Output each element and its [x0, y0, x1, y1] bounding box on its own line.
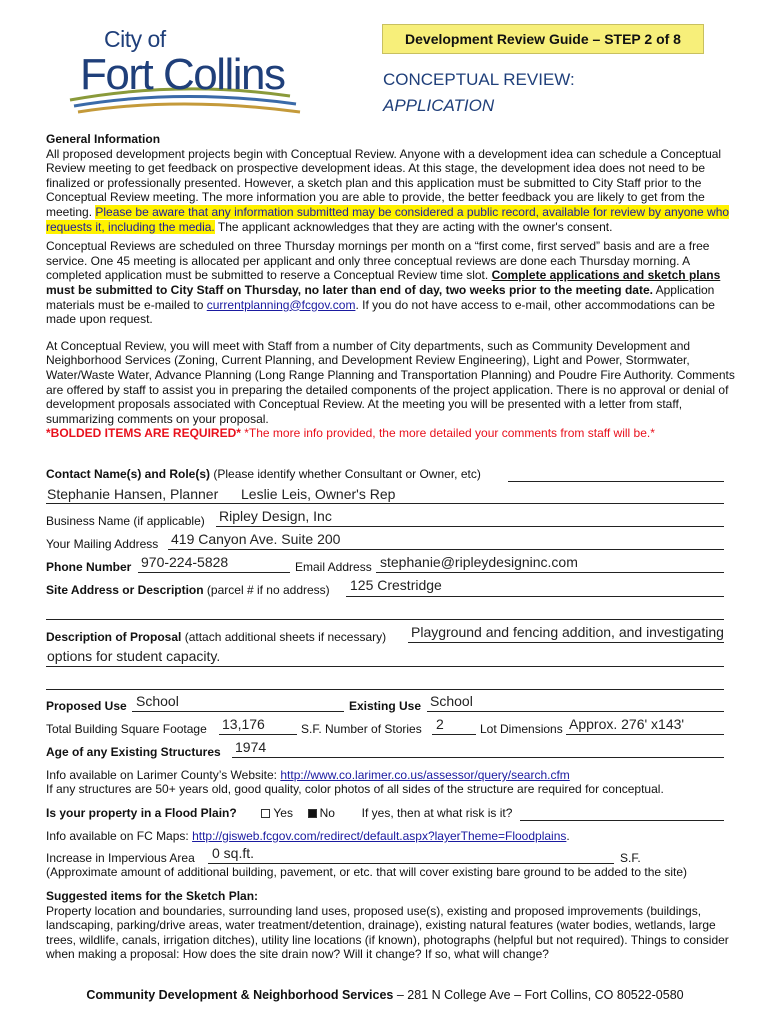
site-row: [46, 583, 330, 597]
city-logo: [60, 22, 320, 118]
site-hint: (parcel # if no address): [203, 583, 330, 597]
sketch-plan-section: [46, 889, 738, 962]
sqft-field[interactable]: 13,176: [222, 716, 265, 732]
sketch-heading: Suggested items for the Sketch Plan:: [46, 889, 259, 903]
logo-fort-collins: Fort Collins: [80, 50, 285, 99]
footer-department: Community Development & Neighborhood Services: [86, 988, 394, 1002]
age-field[interactable]: 1974: [235, 739, 267, 755]
contact-row: [46, 467, 481, 481]
contact-line-2[interactable]: [46, 503, 724, 504]
business-name-field[interactable]: Ripley Design, Inc: [219, 508, 332, 524]
fcmaps-link[interactable]: http://gisweb.fcgov.com/redirect/default.aspx?layerTheme=Floodplains: [192, 829, 567, 843]
phone-field[interactable]: 970-224-5828: [141, 554, 229, 570]
email-field[interactable]: stephanie@ripleydesigninc.com: [380, 554, 578, 570]
impervious-label: Increase in Impervious Area: [46, 851, 195, 865]
public-record-notice: Please be aware that any information submitted may be considered a public record, available for review by anyone who requests it, including the media.: [46, 204, 730, 234]
phone-label: Phone Number: [46, 560, 132, 574]
lot-dimensions-field[interactable]: Approx. 276' x143': [569, 716, 685, 732]
planning-email-link[interactable]: currentplanning@fcgov.com: [206, 297, 356, 312]
subtitle-line1: CONCEPTUAL REVIEW:: [383, 70, 575, 89]
mailing-line[interactable]: [168, 549, 724, 550]
consent-text: The applicant acknowledges that they are acting with the owner's consent.: [214, 219, 613, 234]
required-note: [46, 426, 738, 441]
required-label: *BOLDED ITEMS ARE REQUIRED*: [46, 426, 241, 441]
contact-value-1[interactable]: Stephanie Hansen, Planner: [47, 486, 219, 502]
logo-city-of: City of: [104, 26, 166, 52]
step-banner: Development Review Guide – STEP 2 of 8: [382, 24, 704, 54]
photos-note: If any structures are 50+ years old, good quality, color photos of all sides of the structure are required for conceptual.: [46, 782, 664, 796]
page-footer: [0, 988, 770, 1002]
description-line-1[interactable]: [408, 642, 724, 643]
meeting-paragraph: At Conceptual Review, you will meet with Staff from a number of City departments, such as Community Development and Neighborhood Services (Zoning, Current Planning, and Development Review Engineering), Light and Power, Stormwater, Water/Waste Water, Advance Planning (Long Range Planning and Transportation Planning) and Poudre Fire Authority. Comments are offered by staff to assist you in preparing the detailed components of the project application. There is no approval or denial of development proposals associated with Conceptual Review. At the meeting you will be presented with a letter from staff, summarizing comments on your proposal.: [46, 338, 735, 426]
contact-value-2[interactable]: Leslie Leis, Owner's Rep: [241, 486, 396, 502]
description-hint: (attach additional sheets if necessary): [181, 630, 387, 644]
contact-hint: (Please identify whether Consultant or Owner, etc): [210, 467, 481, 481]
flood-yes-checkbox[interactable]: [261, 809, 270, 818]
email-instruction: Application materials must be e-mailed to: [46, 282, 715, 312]
flood-yes-label: Yes: [273, 806, 293, 820]
site-label: Site Address or Description: [46, 583, 204, 597]
scheduling-paragraph: [46, 239, 738, 327]
business-line[interactable]: [216, 526, 724, 527]
scheduling-text: Conceptual Reviews are scheduled on three Thursday mornings per month on a “first come, first served” basis and are a free service. One 45 meeting is allocated per applicant and only three conceptual reviews are done each Thursday morning. A completed application must be submitted to reserve a Conceptual Review time slot.: [46, 239, 710, 283]
email-line[interactable]: [376, 572, 724, 573]
proposed-use-line[interactable]: [132, 711, 344, 712]
description-line-3[interactable]: [46, 689, 724, 690]
intro-text: All proposed development projects begin with Conceptual Review. Anyone with a development idea can schedule a Conceptual Review meeting to get feedback on prospective development ideas. At this stage, the development idea does not need to be finalized or professionally presented. However, a sketch plan and this application must be submitted to City Staff prior to the Conceptual Review meeting. The more information you are able to provide, the better feedback you are likely to get from the meeting.: [46, 146, 722, 219]
existing-use-label: Existing Use: [349, 699, 422, 713]
impervious-field[interactable]: 0 sq.ft.: [212, 845, 255, 861]
description-field-1[interactable]: Playground and fencing addition, and investigating: [411, 624, 724, 640]
description-line-2[interactable]: [46, 666, 724, 667]
age-label: Age of any Existing Structures: [46, 745, 221, 759]
phone-line[interactable]: [138, 572, 290, 573]
impervious-note: (Approximate amount of additional building, pavement, or etc. that will cover existing bare ground to be added to the site): [46, 865, 688, 879]
flood-no-checkbox[interactable]: [308, 809, 317, 818]
fcmaps-end: .: [566, 829, 570, 843]
stories-label: S.F. Number of Stories: [301, 722, 422, 736]
fcmaps-row: [46, 829, 570, 843]
sqft-label: Total Building Square Footage: [46, 722, 207, 736]
description-field-2[interactable]: options for student capacity.: [47, 648, 221, 664]
mailing-address-field[interactable]: 419 Canyon Ave. Suite 200: [171, 531, 341, 547]
contact-line-1[interactable]: [508, 481, 724, 482]
intro-paragraph: [46, 147, 738, 235]
description-label: Description of Proposal: [46, 630, 182, 644]
flood-plain-label: Is your property in a Flood Plain?: [46, 806, 237, 820]
lot-dimensions-label: Lot Dimensions: [480, 722, 563, 736]
subtitle-line2: APPLICATION: [383, 96, 495, 115]
existing-use-field[interactable]: School: [430, 693, 473, 709]
larimer-text: Info available on Larimer County’s Website:: [46, 768, 281, 782]
page-subtitle: [383, 67, 575, 119]
flood-risk-line[interactable]: [520, 820, 724, 821]
larimer-link[interactable]: http://www.co.larimer.co.us/assessor/query/search.cfm: [280, 768, 570, 782]
existing-use-line[interactable]: [427, 711, 724, 712]
site-line-2[interactable]: [46, 619, 724, 620]
footer-address: – 281 N College Ave – Fort Collins, CO 80522-0580: [393, 988, 684, 1002]
lot-dimensions-line[interactable]: [566, 734, 724, 735]
fcmaps-text: Info available on FC Maps:: [46, 829, 193, 843]
more-info-note: *The more info provided, the more detailed your comments from staff will be.*: [240, 426, 655, 441]
site-address-field[interactable]: 125 Crestridge: [350, 577, 442, 593]
contact-label: Contact Name(s) and Role(s): [46, 467, 211, 481]
site-line-1[interactable]: [346, 596, 724, 597]
proposed-use-label: Proposed Use: [46, 699, 127, 713]
mailing-label: Your Mailing Address: [46, 537, 159, 551]
stories-line[interactable]: [432, 734, 476, 735]
impervious-line[interactable]: [208, 863, 614, 864]
proposed-use-field[interactable]: School: [136, 693, 179, 709]
stories-field[interactable]: 2: [436, 716, 444, 732]
deadline-text: must be submitted to City Staff on Thursday, no later than end of day, two weeks prior to the meeting date.: [46, 282, 653, 297]
description-row: [46, 630, 386, 644]
flood-no-label: No: [319, 806, 335, 820]
sketch-text: Property location and boundaries, surrounding land uses, proposed use(s), existing and proposed improvements (buildings, landscaping, parking/drive areas, water treatment/detention, drainage), existing natural features (water bodies, wetlands, large trees, wildlife, canals, irrigation ditches), utility line locations (if known), photographs (helpful but not required). Things to consider when making a proposal: How does the site drain now? Will it change? If so, what will change?: [46, 903, 729, 962]
age-line[interactable]: [232, 757, 724, 758]
flood-risk-label: If yes, then at what risk is it?: [361, 806, 513, 820]
impervious-unit: S.F.: [620, 851, 641, 865]
business-label: Business Name (if applicable): [46, 514, 205, 528]
complete-apps-text: Complete applications and sketch plans: [491, 268, 721, 283]
sqft-line[interactable]: [219, 734, 297, 735]
accommodation-text: . If you do not have access to e-mail, other accommodations can be made upon request.: [46, 297, 715, 327]
general-info-heading: General Information: [46, 132, 161, 146]
flood-row: [46, 806, 512, 820]
email-label: Email Address: [295, 560, 372, 574]
general-information-section: [46, 132, 738, 441]
larimer-row: [46, 768, 570, 782]
